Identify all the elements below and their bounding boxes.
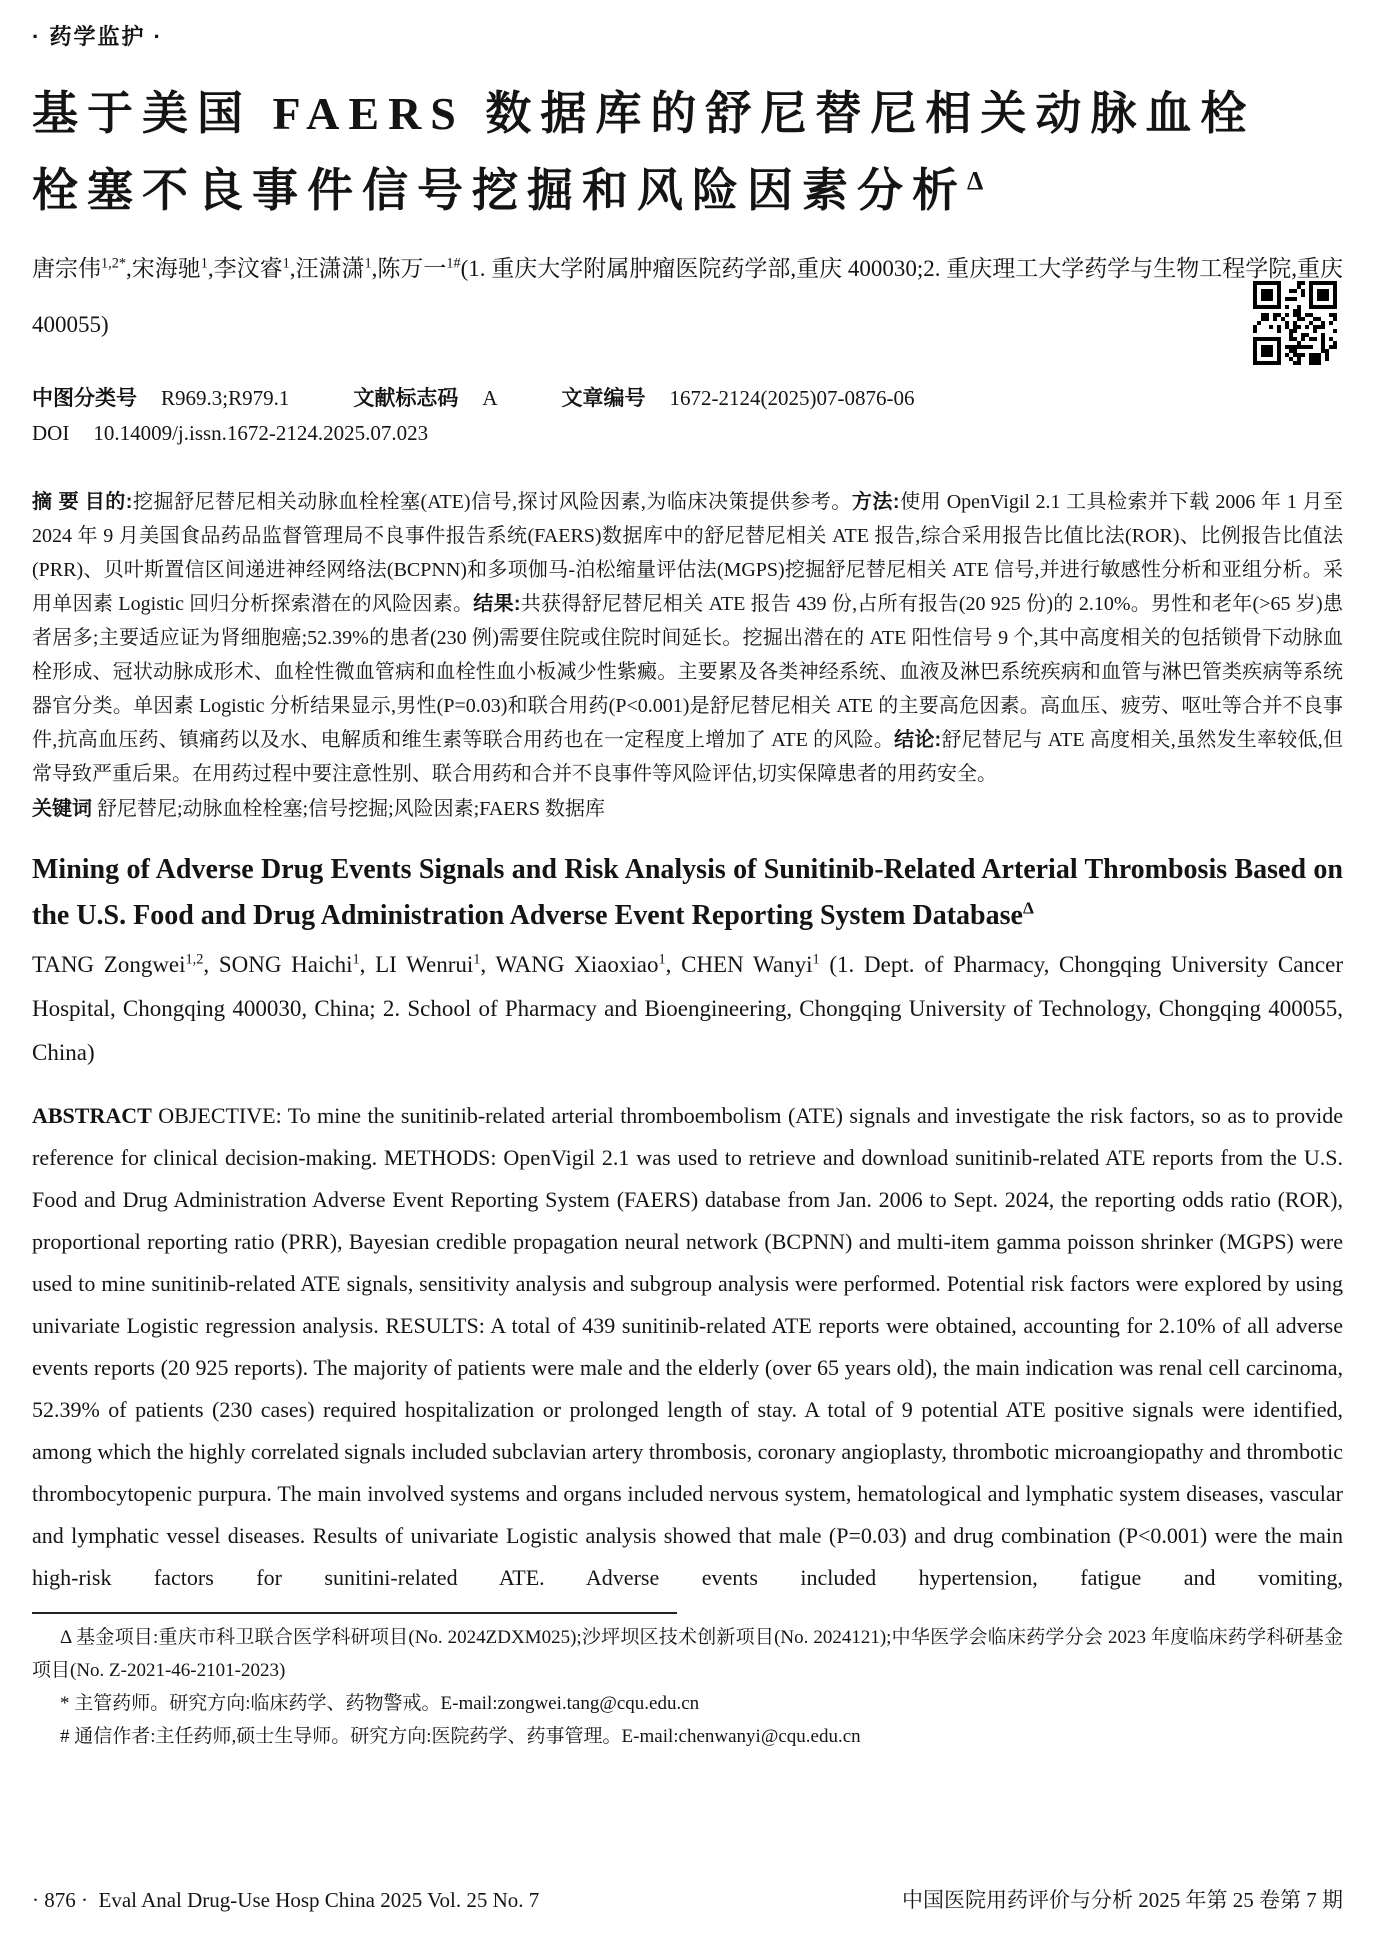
doi-value: 10.14009/j.issn.1672-2124.2025.07.023 — [93, 421, 429, 445]
meta-row-classification — [32, 381, 1343, 416]
page-number: · 876 · — [32, 1888, 88, 1912]
footnote-first-author: * 主管药师。研究方向:临床药学、药物警戒。E-mail:zongwei.tang@cqu.edu.cn — [60, 1693, 700, 1714]
authors-cn: 唐宗伟$^{1,2*}$,宋海驰$^1$,李汶睿$^1$,汪潇潇$^1$,陈万一$^{1\#}$(1. 重庆大学附属肿瘤医院药学部,重庆 400030;2. 重庆理工大学药学与生物工程学院,重庆 400055) — [32, 255, 1344, 337]
title-line-1: 基于美国 FAERS 数据库的舒尼替尼相关动脉血栓 — [32, 88, 1256, 139]
column-label: · 药学监护 · — [32, 24, 163, 49]
doc-code-label: 文献标志码 — [353, 387, 459, 410]
footnotes — [32, 1621, 1343, 1753]
doi-label: DOI — [32, 421, 70, 445]
clc-label: 中图分类号 — [32, 387, 137, 410]
meta-row-doi — [32, 416, 1343, 451]
authors-en: TANG Zongwei$^{1,2}$, SONG Haichi$^1$, LI Wenrui$^1$, WANG Xiaoxiao$^1$, CHEN Wanyi$^1$ (1. Dept. of Pharmacy, Chongqing University Cancer Hospital, Chongqing 400030, China; 2. School of Pharmacy and Bioengineering, Chongqing University of Technology, Chongqing 400055, China) — [32, 951, 1343, 1065]
title-footnote-mark: Δ — [967, 166, 984, 196]
article-id-value: 1672-2124(2025)07-0876-06 — [669, 386, 915, 410]
abstract-cn: 摘 要 目的:挖掘舒尼替尼相关动脉血栓栓塞(ATE)信号,探讨风险因素,为临床决策提供参考。方法:使用 OpenVigil 2.1 工具检索并下载 2006 年 1 月至 2024 年 9 月美国食品药品监督管理局不良事件报告系统(FAERS)数据库中的舒尼替尼相关 ATE 报告,综合采用报告比值比法(ROR)、比例报告比值法(PRR)、贝叶斯置信区间递进神经网络法(BCPNN)和多项伽马-泊松缩量评估法(MGPS)挖掘舒尼替尼相关 ATE 信号,并进行敏感性分析和亚组分析。采用单因素 Logistic 回归分析探索潜在的风险因素。结果:共获得舒尼替尼相关 ATE 报告 439 份,占所有报告(20 925 份)的 2.10%。男性和老年(>65 岁)患者居多;主要适应证为肾细胞癌;52.39%的患者(230 例)需要住院或住院时间延长。挖掘出潜在的 ATE 阳性信号 9 个,其中高度相关的包括锁骨下动脉血栓形成、冠状动脉成形术、血栓性微血管病和血栓性血小板减少性紫癜。主要累及各类神经系统、血液及淋巴系统疾病和血管与淋巴管类疾病等系统器官分类。单因素 Logistic 分析结果显示,男性(P=0.03)和联合用药(P<0.001)是舒尼替尼相关 ATE 的主要高危因素。高血压、疲劳、呕吐等合并不良事件,抗高血压药、镇痛药以及水、电解质和维生素等联合用药也在一定程度上增加了 ATE 的风险。结论:舒尼替尼与 ATE 高度相关,虽然发生率较低,但常导致严重后果。在用药过程中要注意性别、联合用药和合并不良事件等风险评估,切实保障患者的用药安全。 — [32, 491, 1344, 785]
title-line-2-text: 栓塞不良事件信号挖掘和风险因素分析 — [32, 165, 967, 216]
article-title-en: Mining of Adverse Drug Events Signals and Risk Analysis of Sunitinib-Related Arterial Thrombosis Based on the U.S. Food and Drug Administration Adverse Event Reporting System Database$^\Delta$ — [32, 854, 1343, 931]
abstract-en: ABSTRACT OBJECTIVE: To mine the sunitinib-related arterial thromboembolism (ATE) signals and investigate the risk factors, so as to provide reference for clinical decision-making. METHODS: OpenVigil 2.1 was used to retrieve and download sunitinib-related ATE reports from the U.S. Food and Drug Administration Adverse Event Reporting System (FAERS) database from Jan. 2006 to Sept. 2024, the reporting odds ratio (ROR), proportional reporting ratio (PRR), Bayesian credible propagation neural network (BCPNN) and multi-item gamma poisson shrinker (MGPS) were used to mine sunitinib-related ATE signals, sensitivity analysis and subgroup analysis were performed. Potential risk factors were explored by using univariate Logistic regression analysis. RESULTS: A total of 439 sunitinib-related ATE reports were obtained, accounting for 2.10% of all adverse events reports (20 925 reports). The majority of patients were male and the elderly (over 65 years old), the main indication was renal cell carcinoma, 52.39% of patients (230 cases) required hospitalization or prolonged length of stay. A total of 9 potential ATE positive signals were identified, among which the highly correlated signals included subclavian artery thrombosis, coronary angioplasty, thrombotic microangiopathy and thrombotic thrombocytopenic purpura. The main involved systems and organs included nervous system, hematological and lymphatic system diseases, vascular and lymphatic vessel diseases. Results of univariate Logistic analysis showed that male (P=0.03) and drug combination (P<0.001) were the main high-risk factors for sunitini-related ATE. Adverse events included hypertension, fatigue and vomiting, — [32, 1103, 1343, 1590]
footnote-divider — [32, 1612, 677, 1614]
page-footer — [32, 1884, 1343, 1914]
keywords-cn: 关键词 舒尼替尼;动脉血栓栓塞;信号挖掘;风险因素;FAERS 数据库 — [32, 798, 605, 820]
journal-name-en: Eval Anal Drug-Use Hosp China 2025 Vol. 25 No. 7 — [98, 1888, 540, 1912]
qr-code — [1253, 281, 1337, 365]
footnote-fund: Δ 基金项目:重庆市科卫联合医学科研项目(No. 2024ZDXM025);沙坪坝区技术创新项目(No. 2024121);中华医学会临床药学分会 2023 年度临床药学科研基金项目(No. Z-2021-46-2101-2023) — [32, 1627, 1343, 1681]
clc-value: R969.3;R979.1 — [161, 386, 290, 410]
doc-code-value: A — [482, 386, 498, 410]
title-line-2 — [32, 152, 1343, 229]
article-title-cn — [32, 75, 1343, 229]
article-id-label: 文章编号 — [561, 387, 646, 410]
footer-left — [32, 1888, 539, 1913]
footnote-corresponding-author: # 通信作者:主任药师,硕士生导师。研究方向:医院药学、药事管理。E-mail:chenwanyi@cqu.edu.cn — [60, 1726, 861, 1747]
footer-right: 中国医院用药评价与分析 2025 年第 25 卷第 7 期 — [902, 1888, 1343, 1912]
meta-block — [32, 381, 1343, 451]
